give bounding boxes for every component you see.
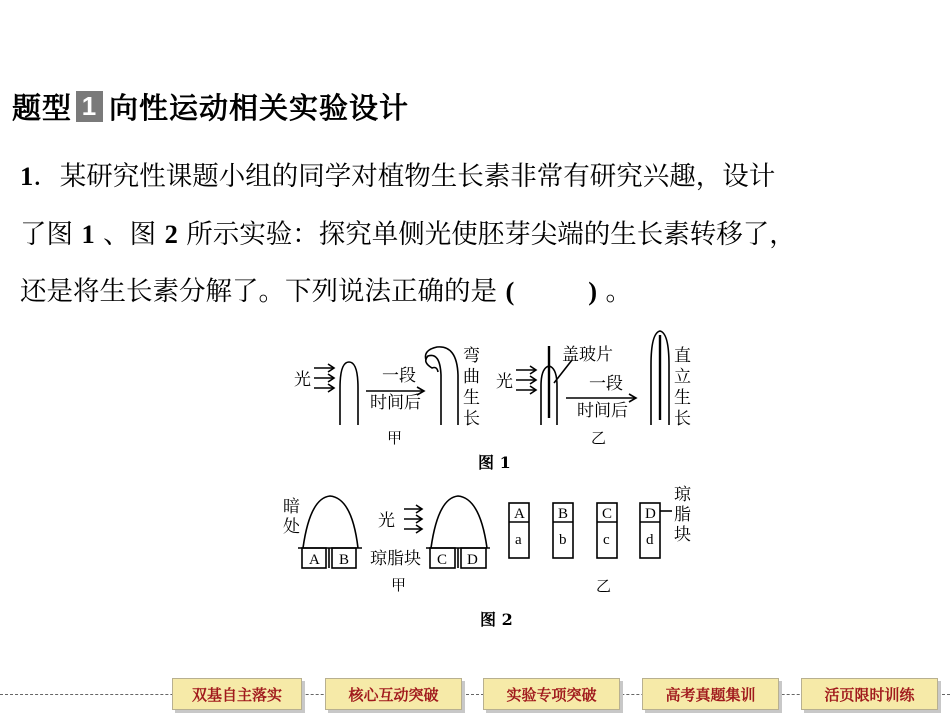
fig2-agar-label: 琼脂块 bbox=[370, 549, 421, 569]
fig1-straight-label-2: 立 bbox=[674, 367, 691, 387]
fig-ref-2: 2 bbox=[164, 218, 178, 249]
answer-paren-close: ) bbox=[588, 276, 598, 306]
fig2-jia-label: 甲 bbox=[391, 578, 407, 594]
fig2-lower-a: a bbox=[515, 532, 522, 548]
fig1-glass-label: 盖玻片 bbox=[562, 345, 613, 365]
fig2-lower-c: c bbox=[603, 532, 610, 548]
fig2-block-d: D bbox=[467, 552, 478, 568]
fig2-lower-b: b bbox=[559, 532, 567, 548]
coleoptile-before bbox=[340, 362, 358, 425]
fig-ref-1: 1 bbox=[81, 218, 95, 249]
heading-number-badge: 1 bbox=[76, 91, 103, 122]
answer-paren-open: ( bbox=[505, 276, 515, 306]
fig1-curve-label-2: 曲 bbox=[463, 367, 480, 387]
fig2-block-c: C bbox=[437, 552, 448, 568]
question-line2c: 所示实验：探究单侧光使胚芽尖端的生长素转移了， bbox=[186, 218, 796, 250]
question-line2b: 、图 bbox=[103, 218, 157, 250]
fig1-time-label-1: 一段 bbox=[382, 366, 416, 386]
fig2-dark-label-2: 处 bbox=[283, 517, 300, 537]
fig1-light-label: 光 bbox=[294, 370, 311, 390]
question-end: 。 bbox=[605, 276, 633, 307]
fig1-time-label-2: 时间后 bbox=[370, 393, 421, 413]
fig2-yi-label: 乙 bbox=[596, 579, 612, 595]
question-line2a: 了图 bbox=[20, 218, 73, 250]
nav-button-basics[interactable]: 双基自主落实 bbox=[172, 678, 302, 710]
fig1-yi-label: 乙 bbox=[591, 431, 607, 447]
fig2-light-label: 光 bbox=[378, 511, 395, 531]
fig2-agar-side-1: 琼 bbox=[674, 485, 691, 505]
nav-button-experiment[interactable]: 实验专项突破 bbox=[483, 678, 620, 710]
tip-light bbox=[431, 496, 487, 548]
fig2-lower-d: d bbox=[646, 532, 654, 548]
fig2-upper-a: A bbox=[514, 506, 525, 522]
fig2-dark-label-1: 暗 bbox=[283, 497, 300, 517]
fig1-curve-label-4: 长 bbox=[463, 409, 480, 429]
fig2-upper-b: B bbox=[558, 506, 569, 522]
nav-button-exam[interactable]: 高考真题集训 bbox=[642, 678, 779, 710]
fig1-jia-label: 甲 bbox=[387, 431, 403, 447]
fig2-caption: 图 2 bbox=[480, 610, 513, 629]
nav-button-core[interactable]: 核心互动突破 bbox=[325, 678, 462, 710]
fig1-light-label-2: 光 bbox=[496, 372, 513, 392]
fig2-block-b: B bbox=[339, 552, 350, 568]
fig1-time2-label-1: 一段 bbox=[589, 374, 623, 394]
question-line1: ．某研究性课题小组的同学对植物生长素非常有研究兴趣，设计 bbox=[33, 161, 776, 192]
fig1-straight-label-3: 生 bbox=[674, 388, 691, 408]
fig1-curve-label-3: 生 bbox=[463, 388, 480, 408]
fig1-time2-label-2: 时间后 bbox=[577, 401, 628, 421]
fig2-upper-d: D bbox=[645, 506, 656, 522]
fig1-curve-label-1: 弯 bbox=[463, 346, 480, 366]
heading-text: 向性运动相关实验设计 bbox=[109, 90, 410, 125]
heading-prefix: 题型 bbox=[12, 90, 73, 125]
tip-dark bbox=[303, 496, 358, 548]
fig1-straight-label-1: 直 bbox=[674, 346, 691, 366]
fig2-block-a: A bbox=[309, 552, 320, 568]
question-line3: 还是将生长素分解了。下列说法正确的是 bbox=[20, 276, 497, 307]
fig1-straight-label-4: 长 bbox=[674, 409, 691, 429]
fig2-upper-c: C bbox=[602, 506, 613, 522]
nav-button-practice[interactable]: 活页限时训练 bbox=[801, 678, 938, 710]
fig1-caption: 图 1 bbox=[478, 453, 511, 472]
fig2-agar-side-2: 脂 bbox=[674, 505, 691, 525]
question-number: 1 bbox=[20, 161, 34, 191]
fig2-agar-side-3: 块 bbox=[674, 525, 691, 545]
bent-coleoptile-outer bbox=[426, 355, 441, 425]
